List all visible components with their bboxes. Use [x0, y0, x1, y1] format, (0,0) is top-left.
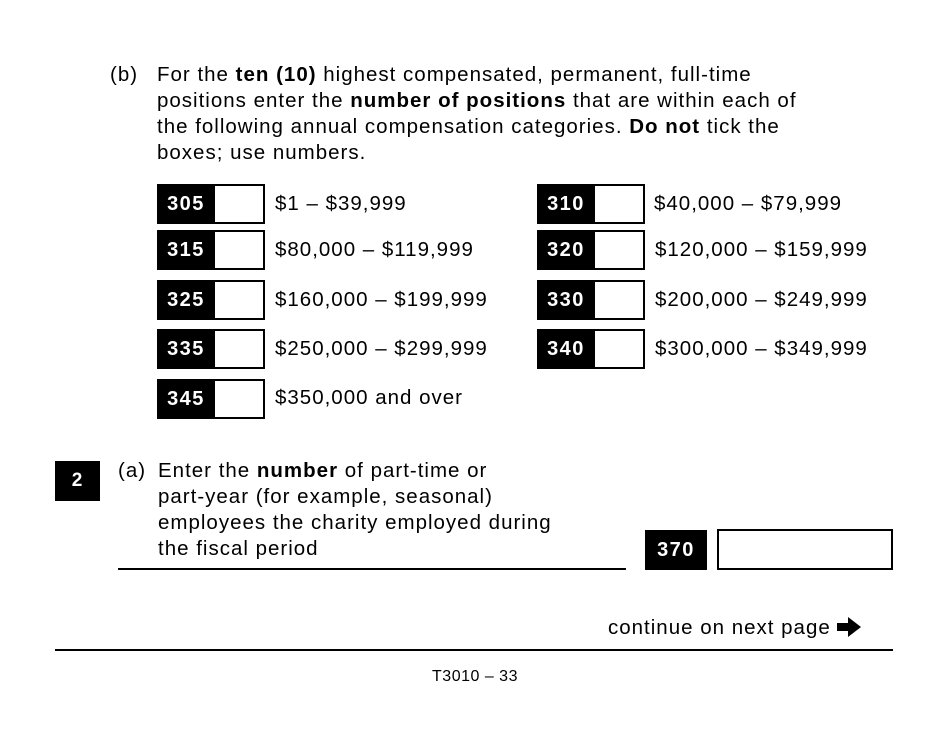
part-b-line-4: boxes; use numbers. [157, 141, 367, 164]
part-b-marker: (b) [110, 63, 139, 86]
category-310-field [537, 184, 645, 224]
category-315-field [157, 230, 265, 270]
category-305-field [157, 184, 265, 224]
line-code: 330 [537, 280, 595, 320]
category-325-label: $160,000 – $199,999 [275, 288, 488, 311]
category-335-input[interactable] [215, 329, 265, 369]
category-325-input[interactable] [215, 280, 265, 320]
category-320-label: $120,000 – $159,999 [655, 238, 868, 261]
category-340-label: $300,000 – $349,999 [655, 337, 868, 360]
category-310-input[interactable] [595, 184, 645, 224]
line-code-370: 370 [645, 530, 707, 570]
line-code: 305 [157, 184, 215, 224]
line-code: 320 [537, 230, 595, 270]
category-320-input[interactable] [595, 230, 645, 270]
category-315-input[interactable] [215, 230, 265, 270]
category-345-field [157, 379, 265, 419]
category-320-field [537, 230, 645, 270]
line-code: 335 [157, 329, 215, 369]
section-2a-line-2: part-year (for example, seasonal) [158, 485, 493, 508]
continue-note [608, 615, 862, 641]
category-345-input[interactable] [215, 379, 265, 419]
section-2a-paragraph [158, 458, 552, 562]
line-code: 325 [157, 280, 215, 320]
category-335-label: $250,000 – $299,999 [275, 337, 488, 360]
section-2a-underline [118, 568, 626, 570]
section-number: 2 [55, 461, 100, 501]
footer-divider [55, 649, 893, 651]
section-2a-line-4: the fiscal period [158, 537, 319, 560]
line-code: 345 [157, 379, 215, 419]
part-b-line-1: For the ten (10) highest compensated, permanent, full-time [157, 63, 752, 86]
category-330-field [537, 280, 645, 320]
section-2a-marker: (a) [118, 459, 147, 482]
category-335-field [157, 329, 265, 369]
part-b-paragraph [157, 62, 797, 166]
right-arrow-icon [835, 616, 862, 638]
line-code: 340 [537, 329, 595, 369]
part-time-employees-input[interactable] [717, 529, 893, 570]
section-2a-line-3: employees the charity employed during [158, 511, 552, 534]
category-305-input[interactable] [215, 184, 265, 224]
part-b-line-2: positions enter the number of positions that are within each of [157, 89, 797, 112]
category-325-field [157, 280, 265, 320]
category-330-input[interactable] [595, 280, 645, 320]
section-2a-line-1: Enter the number of part-time or [158, 459, 488, 482]
category-340-field [537, 329, 645, 369]
line-code: 315 [157, 230, 215, 270]
category-345-label: $350,000 and over [275, 386, 463, 409]
category-340-input[interactable] [595, 329, 645, 369]
part-b-line-3: the following annual compensation categories. Do not tick the [157, 115, 780, 138]
category-330-label: $200,000 – $249,999 [655, 288, 868, 311]
category-305-label: $1 – $39,999 [275, 192, 407, 215]
category-315-label: $80,000 – $119,999 [275, 238, 474, 261]
page-number: T3010 – 33 [432, 668, 518, 685]
category-310-label: $40,000 – $79,999 [654, 192, 842, 215]
continue-text: continue on next page [608, 616, 831, 639]
line-code: 310 [537, 184, 595, 224]
